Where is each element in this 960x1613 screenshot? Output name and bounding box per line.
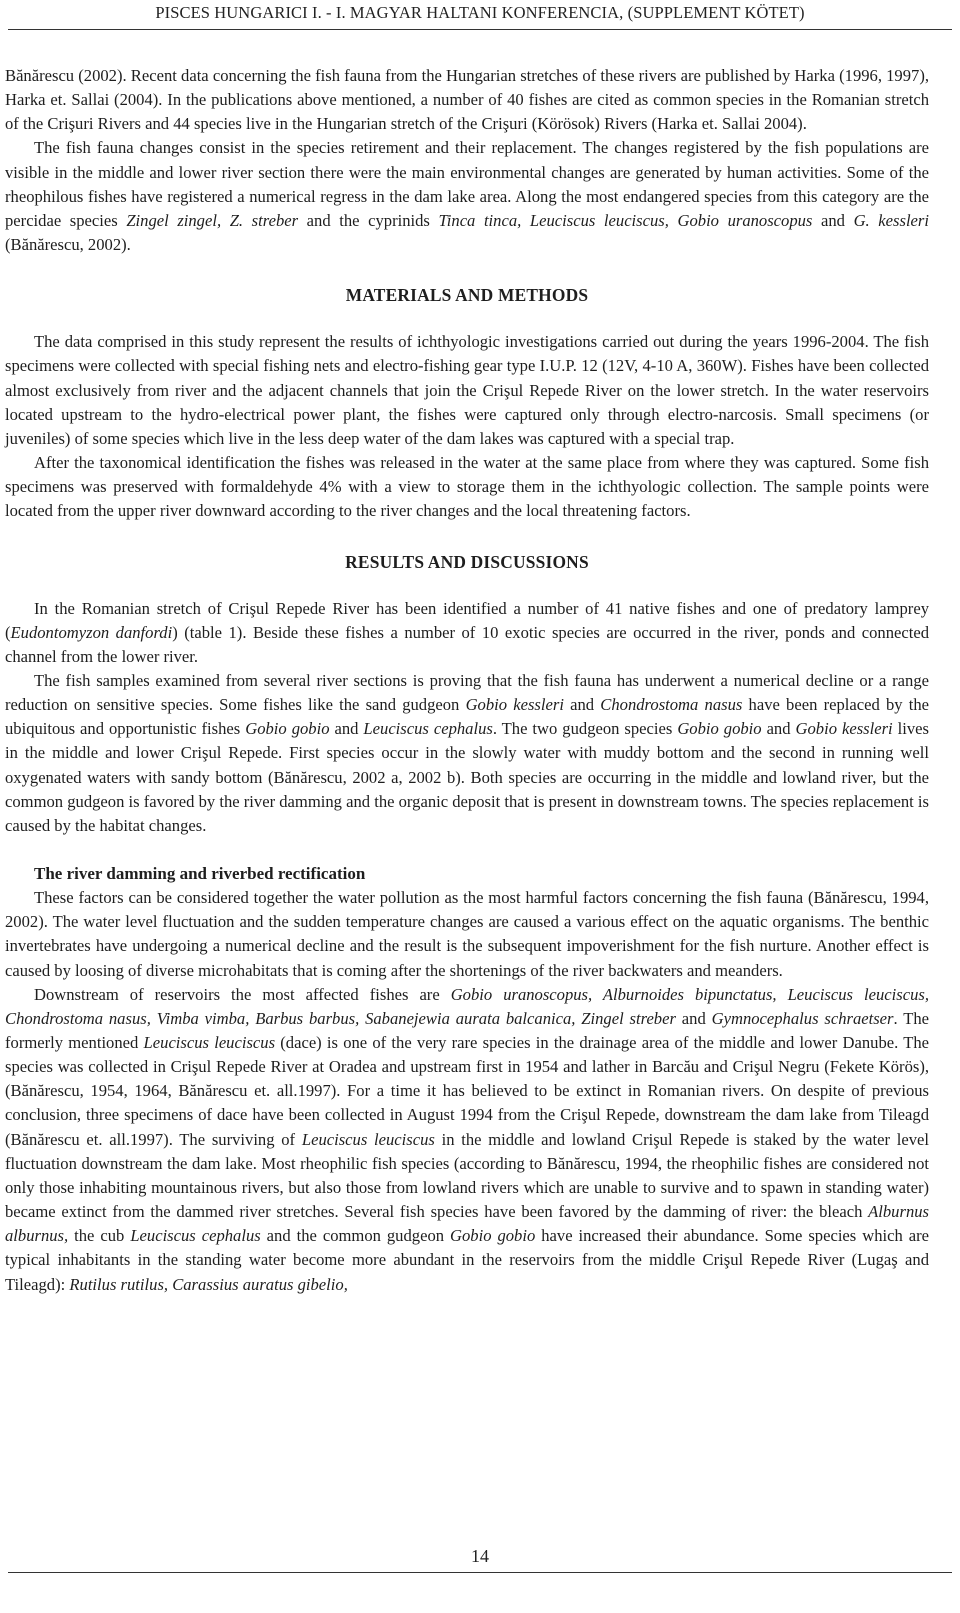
results-paragraph-2: The fish samples examined from several river sections is proving that the fish fauna has underwent a numerical decline or a range reduction on sensitive species. Some fishes like the sand gudgeon Gobio kessleri and Chondrostoma nasus have been replaced by the ubiquitous and opportunistic fishes Gobio gobio and Leuciscus cephalus. The two gudgeon species Gobio gobio and Gobio kessleri lives in the middle and lower Crişul Repede. First species occur in the slowly water with muddy bottom and the second in running well oxygenated waters with sandy bottom (Bănărescu, 2002 a, 2002 b). Both species are occurring in the middle and lowland river, but the common gudgeon is favored by the river damming and the organic deposit that is present in downstream towns. The species replacement is caused by the habitat changes. xyxy=(5,670,930,835)
damming-paragraph-2: Downstream of reservoirs the most affected fishes are Gobio uranoscopus, Alburnoides bipunctatus, Leuciscus leuciscus, Chondrostoma nasus, Vimba vimba, Barbus barbus, Sabanejewia aurata balcanica, Zingel streber and Gymnocephalus schraetser. The formerly mentioned Leuciscus leuciscus (dace) is one of the very rare species in the drainage area of the middle and lower Danube. The species was collected in Crişul Repede River at Oradea and upstream first in 1954 and lather in Barcău and Crişul Negru (Fekete Körös), (Bănărescu, 1954, 1964, Bănărescu et. all.1997). For a time it has believed to be extinct in Romanian rivers. On despite of previous conclusion, three specimens of dace have been collected in August 1994 from the Crişul Repede, downstream the dam lake from Tileagd (Bănărescu et. all.1997). The surviving of Leuciscus leuciscus in the middle and lowland Crişul Repede is staked by the water level fluctuation downstream the dam lake. Most rheophilic fish species (according to Bănărescu, 1994, the rheophilic fishes are considered not only those inhabiting mountainous rivers, but also those from lowland rivers which are unable to survive and to spawn in standing water) became extinct from the dammed river stretches. Several fish species have been favored by the damming of river: the bleach Alburnus alburnus, the cub Leuciscus cephalus and the common gudgeon Gobio gobio have increased their abundance. Some species which are typical inhabitants in the standing water become more abundant in the reservoirs from the middle Crişul Repede River (Lugaş and Tileagd): Rutilus rutilus, Carassius auratus gibelio, xyxy=(5,984,930,1294)
results-paragraph-1: In the Romanian stretch of Crişul Repede River has been identified a number of 41 native fishes and one of predatory lamprey (Eudontomyzon danfordi) (table 1). Beside these fishes a number of 10 exotic species are occurred in the river, ponds and connected channel from the lower river. xyxy=(5,598,930,666)
subsection-heading-damming: The river damming and riverbed rectification xyxy=(34,864,366,884)
running-header: PISCES HUNGARICI I. - I. MAGYAR HALTANI KONFERENCIA, (SUPPLEMENT KÖTET) xyxy=(155,3,805,22)
spacer xyxy=(5,574,929,597)
spacer xyxy=(5,838,929,862)
materials-paragraph-1: The data comprised in this study represent the results of ichthyologic investigations carried out during the years 1996-2004. The fish specimens were collected with special fishing nets and electro-fishing gear type I.U.P. 12 (12V, 4-10 A, 360W). Fishes have been collected almost exclusively from river and the adjacent channels that join the Crişul Repede River on the lower stretch. In the water reservoirs located upstream to the hydro-electrical power plant, the fishes were captured only through electro-narcosis. Small specimens (or juveniles) of some species which live in the less deep water of the dam lakes was captured with a special trap. xyxy=(5,332,929,448)
damming-paragraph-1: These factors can be considered together the water pollution as the most harmful factors concerning the fish fauna (Bănărescu, 1994, 2002). The water level fluctuation and the sudden temperature changes are caused a various effect on the aquatic organisms. The benthic invertebrates have undergoing a numerical decline and the result is the subsequent impoverishment for the fish nurture. Another effect is caused by loosing of diverse microhabitats that is coming after the shortenings of the river backwaters and meanders. xyxy=(5,888,929,980)
materials-paragraph-2: After the taxonomical identification the fishes was released in the water at the same place from where they was captured. Some fish specimens was preserved with formaldehyde 4% with a view to storage them in the ichthyologic collection. The sample points were located from the upper river downward according to the river changes and the local threatening factors. xyxy=(5,453,929,521)
spacer xyxy=(5,524,929,550)
intro-paragraph-1: Bănărescu (2002). Recent data concerning the fish fauna from the Hungarian stretches of these rivers are published by Harka (1996, 1997), Harka et. Sallai (2004). In the publications above mentioned, a number of 40 fishes are cited as common species in the Romanian stretch of the Crişuri Rivers and 44 species live in the Hungarian stretch of the Crişuri (Körösok) Rivers (Harka et. Sallai 2004). xyxy=(5,66,929,134)
spacer xyxy=(5,257,929,283)
section-heading-materials: MATERIALS AND METHODS xyxy=(345,285,589,306)
footer-rule xyxy=(8,1572,952,1573)
body-text xyxy=(5,64,929,1297)
section-heading-results: RESULTS AND DISCUSSIONS xyxy=(345,551,589,572)
spacer xyxy=(5,307,929,330)
page-number: 14 xyxy=(471,1546,489,1566)
header-rule xyxy=(8,29,952,30)
intro-paragraph-2: The fish fauna changes consist in the species retirement and their replacement. The changes registered by the fish populations are visible in the middle and lower river section there were the main environmental changes are generated by human activities. Some of the rheophilous fishes have registered a numerical regress in the dam lake area. Along the most endangered species from this category are the percidae species Zingel zingel, Z. streber and the cyprinids Tinca tinca, Leuciscus leuciscus, Gobio uranoscopus and G. kessleri (Bănărescu, 2002). xyxy=(5,138,929,255)
